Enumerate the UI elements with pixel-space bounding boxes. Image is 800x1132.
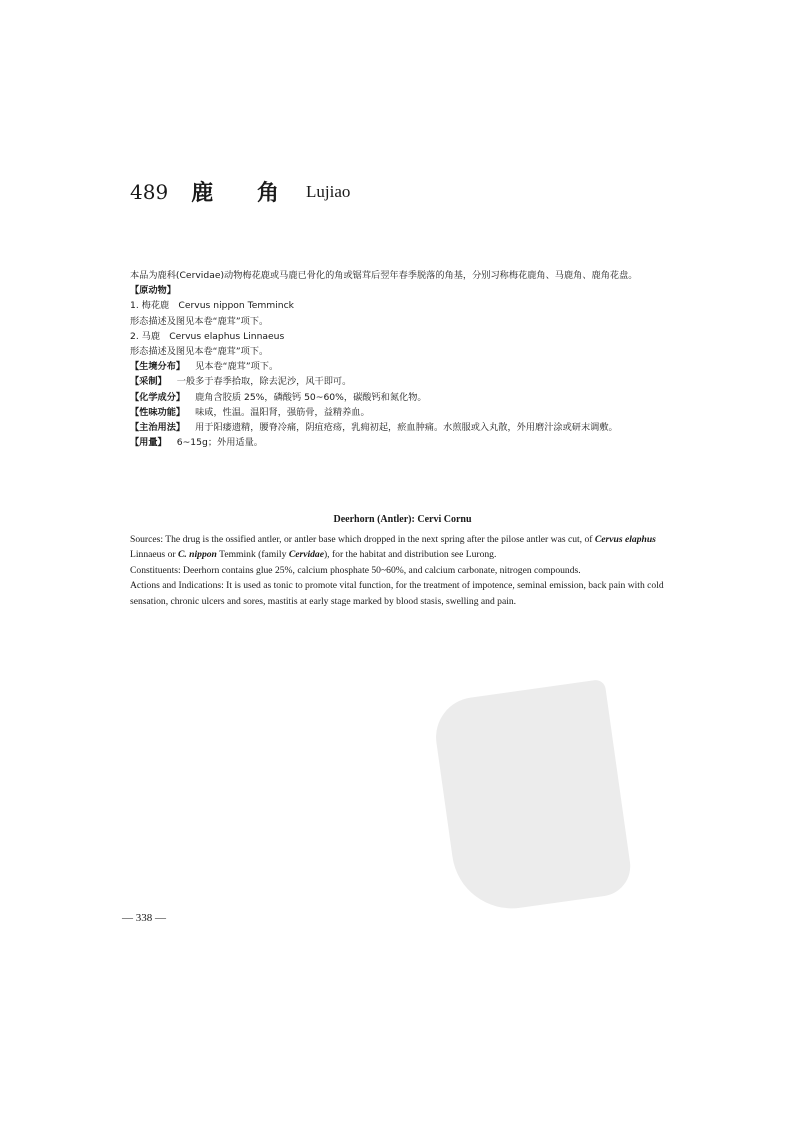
intro-paragraph: 本品为鹿科(Cervidae)动物梅花鹿或马鹿已骨化的角或锯茸后翌年春季脱落的角基，分别习称梅花鹿角、马鹿角、鹿角花盘。 (130, 270, 638, 281)
usage-heading: 【主治用法】 (130, 422, 186, 434)
constituents-paragraph: Constituents: Deerhorn contains glue 25%, calcium phosphate 50~60%, and calcium carbonate, nitrogen compounds. (130, 564, 581, 576)
collection-text: 一般多于春季拾取，除去泥沙，风干即可。 (176, 376, 352, 388)
species-item-1: 1. 梅花鹿 Cervus nippon Temminck (130, 300, 294, 312)
english-heading: Deerhorn (Antler): Cervi Cornu (333, 514, 472, 525)
seal-watermark-image (431, 679, 634, 916)
family-name: Cervidae (288, 549, 324, 561)
entry-title-chinese: 鹿 角 (191, 181, 297, 206)
chemistry-heading: 【化学成分】 (130, 391, 186, 403)
page-title (130, 176, 350, 207)
usage-text: 用于阳痿遗精，腰脊冷痛，阴疽疮疡，乳痈初起，瘀血肿痛。水煎服或入丸散，外用磨汁涂或研末调敷。 (195, 422, 618, 434)
property-heading: 【性味功能】 (130, 406, 186, 418)
dosage-text: 6~15g；外用适量。 (176, 437, 263, 449)
actions-paragraph: Actions and Indications: It is used as tonic to promote vital function, for the treatment of impotence, seminal emission, back pain with cold sensation, chronic ulcers and sores, mastitis at early stage marked by blood stasis, swelling and pain. (130, 580, 664, 607)
collection-heading: 【采制】 (130, 376, 167, 388)
entry-title-pinyin: Lujiao (306, 181, 351, 201)
species-name-elaphus: Cervus elaphus (594, 533, 656, 545)
dosage-heading: 【用量】 (130, 437, 167, 449)
species-item-2: 2. 马鹿 Cervus elaphus Linnaeus (130, 330, 285, 342)
species-item-1-desc: 形态描述及图见本卷“鹿茸”项下。 (130, 315, 269, 327)
chinese-description (130, 268, 675, 450)
habitat-heading: 【生境分布】 (130, 361, 186, 373)
page-number: — 338 — (122, 912, 166, 924)
species-name-nippon: C. nippon (177, 549, 217, 561)
species-item-2-desc: 形态描述及图见本卷“鹿茸”项下。 (130, 346, 269, 358)
english-description (130, 512, 675, 610)
sources-paragraph: Sources: The drug is the ossified antler, or antler base which dropped in the next spring after the pilose antler was cut, of Cervus elaphus Linnaeus or C. nippon Temmink (family Cervidae), for the habitat and distribution see Lurong. (130, 533, 656, 561)
origin-heading: 【原动物】 (130, 285, 176, 297)
property-text: 味咸，性温。温阳肾，强筋骨，益精养血。 (195, 406, 370, 418)
habitat-text: 见本卷“鹿茸”项下。 (195, 361, 279, 373)
chemistry-text: 鹿角含胶质 25%，磷酸钙 50~60%，碳酸钙和氮化物。 (195, 391, 427, 403)
entry-number: 489 (130, 179, 169, 204)
